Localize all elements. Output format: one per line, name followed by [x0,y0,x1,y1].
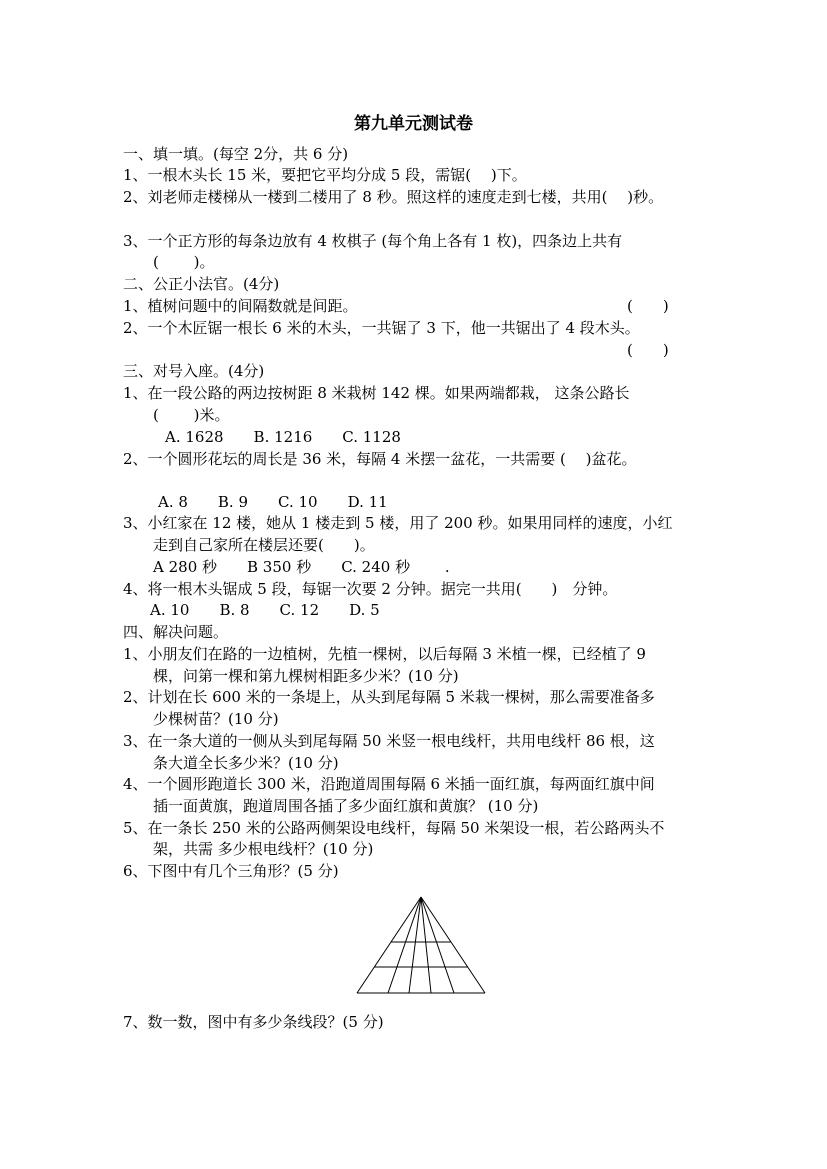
s2-q2-answer-paren: ( ) [627,341,669,359]
s1-question-1: 1、一根木头长 15 米，要把它平均分成 5 段，需锯( )下。 [123,166,527,184]
section-4-heading: 四、解决问题。 [123,623,229,641]
s1-question-3-cont: ( )。 [153,253,215,271]
s2-q1-answer-paren: ( ) [627,297,669,315]
s3-question-2: 2、一个圆形花坛的周长是 36 米，每隔 4 米摆一盆花，一共需要 ( )盆花。 [123,450,637,468]
s3-q4-options: A. 10 B. 8 C. 12 D. 5 [150,601,380,619]
s4-question-4-cont: 插一面黄旗，跑道周围各插了多少面红旗和黄旗？ (10 分) [153,797,539,815]
s3-question-1: 1、在一段公路的两边按树距 8 米栽树 142 棵。如果两端都栽， 这条公路长 [123,384,630,402]
s4-question-4: 4、一个圆形跑道长 300 米，沿跑道周围每隔 6 米插一面红旗，每两面红旗中间 [123,775,655,793]
page-title: 第九单元测试卷 [354,114,473,134]
inner-ray-1 [388,897,421,993]
section-1-heading: 一、填一填。(每空 2分，共 6 分) [123,145,349,163]
s3-question-1-cont: ( )米。 [153,406,230,424]
s2-question-2: 2、一个木匠锯一根长 6 米的木头，一共锯了 3 下，他一共锯出了 4 段木头。 [123,319,640,337]
triangle-outline-left [357,897,421,993]
s3-q1-options: A. 1628 B. 1216 C. 1128 [165,428,401,446]
section-2-heading: 二、公正小法官。(4分) [123,275,280,293]
s4-question-3-cont: 条大道全长多少米？(10 分) [153,754,339,772]
s4-question-6: 6、下图中有几个三角形？(5 分) [123,862,339,880]
s4-question-5-cont: 架，共需 多少根电线杆？(10 分) [153,840,374,858]
s4-question-5: 5、在一条长 250 米的公路两侧架设电线杆，每隔 50 米架设一根，若公路两头不 [123,819,665,837]
s4-question-1-cont: 棵，问第一棵和第九棵树相距多少米？(10 分) [153,667,459,685]
s3-question-3: 3、小红家在 12 楼，她从 1 楼走到 5 楼，用了 200 秒。如果用同样的速度，小红 [123,514,673,532]
s3-q2-options: A. 8 B. 9 C. 10 D. 11 [158,493,388,511]
s3-question-4: 4、将一根木头锯成 5 段，每锯一次要 2 分钟。据完一共用( ) 分钟。 [123,580,618,598]
triangle-figure [355,896,487,996]
s3-question-3-cont: 走到自己家所在楼层还要( )。 [153,536,375,554]
s4-question-7: 7、数一数，图中有多少条线段？(5 分) [123,1013,384,1031]
section-3-heading: 三、对号入座。(4分) [123,362,265,380]
s2-question-1: 1、植树问题中的间隔数就是间距。 [123,297,358,315]
s4-question-1: 1、小朋友们在路的一边植树，先植一棵树，以后每隔 3 米植一棵，已经植了 9 [123,645,646,663]
triangle-outline-right [421,897,485,993]
s3-q3-options: A 280 秒 B 350 秒 C. 240 秒 . [153,558,450,576]
s1-question-2: 2、刘老师走楼梯从一楼到二楼用了 8 秒。照这样的速度走到七楼，共用( )秒。 [123,188,664,206]
s4-question-2: 2、计划在长 600 米的一条堤上，从头到尾每隔 5 米栽一棵树，那么需要准备多 [123,688,655,706]
s4-question-2-cont: 少棵树苗？(10 分) [153,710,279,728]
s4-question-3: 3、在一条大道的一侧从头到尾每隔 50 米竖一根电线杆，共用电线杆 86 根，这 [123,732,655,750]
s1-question-3: 3、一个正方形的每条边放有 4 枚棋子 (每个角上各有 1 枚)，四条边上共有 [123,232,623,250]
